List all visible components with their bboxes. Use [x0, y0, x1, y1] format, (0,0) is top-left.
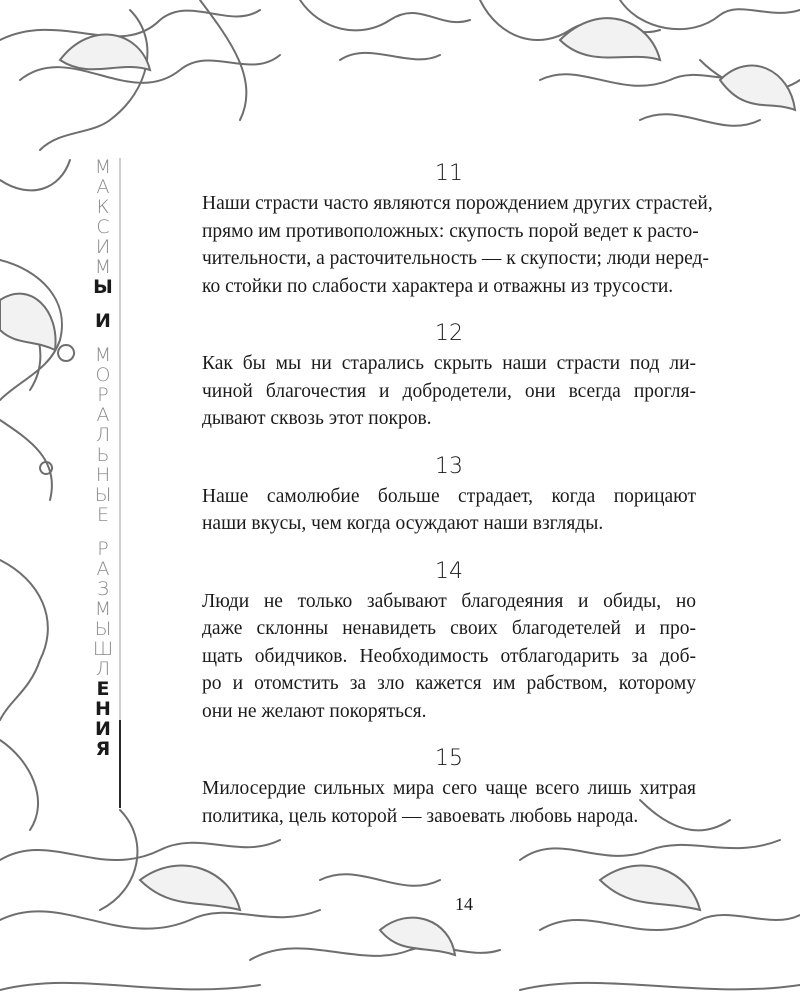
maxim-number: 11	[435, 161, 463, 186]
running-title-letter: И	[95, 310, 111, 332]
maxim-line: чиной благочестия и добродетели, они всегда прогля-	[202, 380, 696, 402]
running-title-letter: Р	[97, 538, 109, 560]
running-title-letter: Ы	[94, 618, 112, 640]
maxim-text	[202, 775, 696, 830]
maxim-line: политика, цель которой — завоевать любовь народа.	[202, 805, 639, 827]
running-title-rule-accent	[119, 720, 121, 808]
running-title-letter: М	[94, 256, 112, 278]
running-title-letter: И	[95, 718, 111, 740]
running-title-letter: Ы	[93, 276, 113, 298]
maxims-list	[202, 160, 713, 850]
maxim-number: 13	[435, 453, 463, 479]
maxim-line: ко стойки по слабости характера и отважны из трусости.	[202, 275, 674, 297]
maxim-number: 12	[435, 321, 463, 346]
running-title-letter: М	[94, 598, 112, 620]
running-title-letter: Ш	[92, 638, 114, 660]
maxim-number: 14	[435, 558, 463, 584]
maxim-line: Милосердие сильных мира сего чаще всего лишь хитрая	[202, 778, 696, 799]
maxim-line: дывают сквозь этот покров.	[202, 408, 432, 429]
running-title-letter: Л	[95, 424, 111, 446]
maxim-11	[202, 160, 713, 300]
maxim-line: чительности, а расточительность — к скупости; люди неред-	[202, 248, 709, 269]
maxim-line: наши вкусы, чем когда осуждают наши взгляды.	[202, 513, 604, 534]
running-title-letter: Е	[96, 504, 109, 526]
maxim-line: щать обидчиков. Необходимость отблагодарить за доб-	[202, 645, 696, 667]
page-number: 14	[455, 894, 473, 914]
maxim-13	[202, 453, 696, 538]
running-title-word	[93, 540, 113, 760]
running-title-letter: Е	[96, 678, 110, 700]
maxim-line: они не желают покоряться.	[202, 700, 427, 722]
running-title-letter: Н	[95, 464, 111, 486]
running-title-letter: Ы	[94, 484, 112, 506]
running-title-letter: Я	[95, 738, 111, 760]
maxim-line: Как бы мы ни старались скрыть наши страсти под ли-	[202, 353, 696, 374]
running-title-rule	[119, 158, 121, 808]
maxim-text	[202, 588, 696, 726]
maxim-line: Наши страсти часто являются порождением других страстей,	[202, 193, 713, 214]
maxim-text	[202, 190, 713, 300]
running-title-letter: К	[96, 196, 110, 218]
running-title-letter: З	[96, 578, 110, 600]
maxim-12	[202, 320, 696, 433]
maxim-14	[202, 558, 696, 726]
maxim-line: ро и отомстить за зло кажется им рабством, которому	[202, 673, 696, 694]
running-title-letter: А	[96, 176, 110, 198]
maxim-text	[202, 483, 696, 538]
running-title-letter: С	[96, 216, 110, 238]
maxim-line: даже склонны ненавидеть своих благодетелей и про-	[202, 618, 696, 639]
running-title-letter: Л	[95, 658, 111, 680]
running-title-letter: И	[95, 236, 111, 258]
maxim-number: 15	[435, 746, 463, 771]
maxim-line: прямо им противоположных: скупость порой ведет к расто-	[202, 220, 699, 242]
running-title-letter: М	[94, 344, 112, 366]
maxim-line: Наше самолюбие больше страдает, когда порицают	[202, 485, 696, 507]
running-title-word	[93, 158, 113, 298]
running-title-word	[95, 346, 112, 526]
running-title	[88, 158, 118, 808]
running-title-letter: М	[94, 156, 112, 178]
running-title-letter: Ь	[96, 444, 110, 466]
maxim-line: Люди не только забывают благодеяния и обиды, но	[202, 590, 696, 612]
running-title-letter: О	[95, 364, 111, 386]
running-title-letter: А	[96, 558, 110, 580]
running-title-letter: Н	[95, 698, 111, 720]
maxim-15	[202, 745, 696, 830]
maxim-text	[202, 350, 696, 433]
running-title-letter: А	[96, 404, 110, 426]
running-title-word	[95, 312, 111, 332]
running-title-letter: Р	[97, 384, 109, 406]
